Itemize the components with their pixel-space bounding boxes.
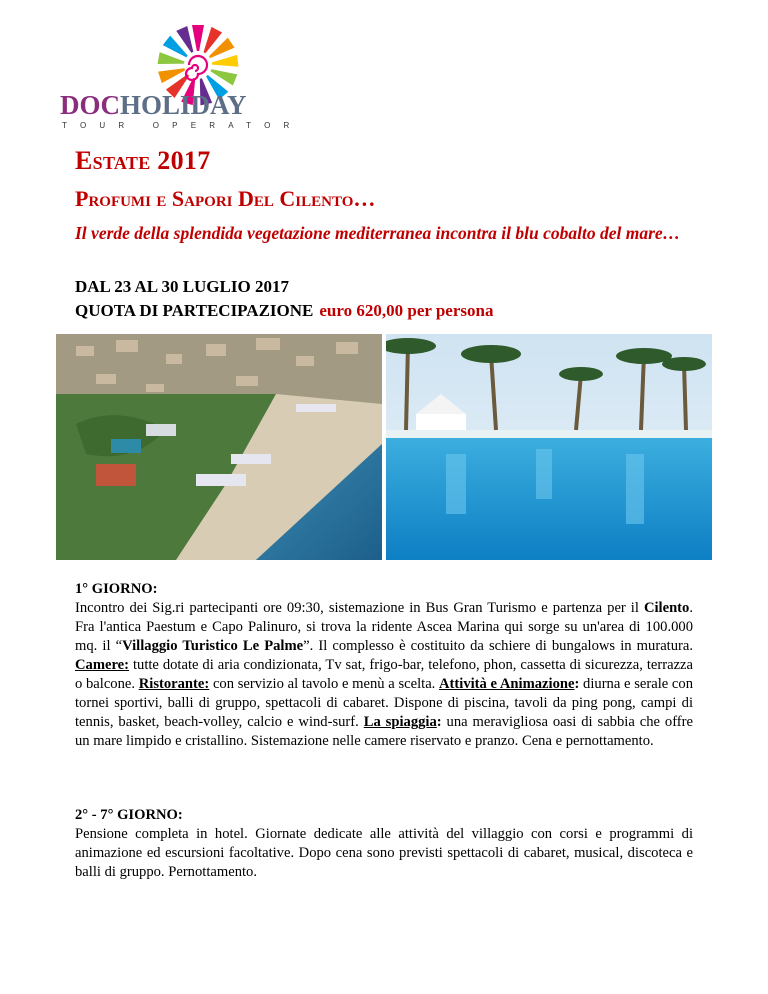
quota-price: euro 620,00 per persona [319,301,494,320]
day2-section [75,806,693,882]
day2-title: 2° - 7° GIORNO: [75,807,183,823]
docholiday-logo [60,20,303,130]
day1-text-1: Incontro dei Sig.ri partecipanti ore 09:30, sistemazione in Bus Gran Turismo e partenza per il [75,600,644,616]
day2-body: Pensione completa in hotel. Giornate dedicate alle attività del villaggio con corsi e programmi di animazione ed escursioni facoltative. Dopo cena sono previsti spettacoli di cabaret, musical, discoteca e balli di gruppo. Pernottamento. [75,826,693,880]
day1-title: 1° GIORNO: [75,581,158,597]
day1-cilento: Cilento [643,600,690,616]
logo-word-holiday: HOLIDAY [120,90,247,120]
trip-title: Profumi e Sapori Del Cilento… [75,186,376,211]
trip-dates: DAL 23 AL 30 LUGLIO 2017 [75,277,289,296]
season-heading: Estate 2017 [75,146,211,175]
day1-attivita: diurna e serale con tornei sportivi, balli di gruppo, spettacoli di cabaret. Dispone di piscina, tavoli da ping pong, campi di tennis, basket, beach-volley, calcio e wind-surf. [75,676,693,730]
day1-text-3: ”. Il complesso è costituito da schiere di bungalows in muratura. [303,638,694,654]
day1-camere-label: Camere: [75,657,130,673]
day1-section [75,580,693,751]
day1-spiaggia: una meravigliosa oasi di sabbia che offre un mare limpido e cristallino. Sistemazione nelle camere riservato e pranzo. Cena e pernottamento. [75,714,693,749]
day1-ristorante-label: Ristorante: [138,676,210,692]
day1-attivita-label: Attività e Animazione [439,676,575,692]
day1-attivita-colon: : [574,676,580,692]
quota-label: QUOTA DI PARTECIPAZIONE [75,301,314,320]
aerial-coast-photo [56,334,382,560]
day1-spiaggia-colon: : [436,714,442,730]
logo-word-doc: DOC [60,90,120,120]
day1-camere: tutte dotate di aria condizionata, Tv sat, frigo-bar, telefono, phon, cassetta di sicurezza, terrazza o balcone. [75,657,693,692]
day1-spiaggia-label: La spiaggia [363,714,437,730]
day1-body [75,599,693,751]
day1-text-2: . Fra l'antica Paestum e Capo Palinuro, si trova la ridente Ascea Marina qui sorge su un'area di 100.000 mq. il “ [75,600,693,654]
day1-villaggio: Villaggio Turistico Le Palme [122,638,304,654]
logo-wordmark [60,90,270,121]
day1-ristorante: con servizio al tavolo e menù a scelta. [209,676,440,692]
aerial-coast-image [56,334,382,560]
pool-palms-photo [386,334,712,560]
trip-subtitle: Il verde della splendida vegetazione mediterranea incontra il blu cobalto del mare… [75,223,681,243]
logo-tagline: TOUR OPERATOR [62,121,303,130]
pool-palms-image [386,334,712,560]
quota-line [75,301,493,321]
